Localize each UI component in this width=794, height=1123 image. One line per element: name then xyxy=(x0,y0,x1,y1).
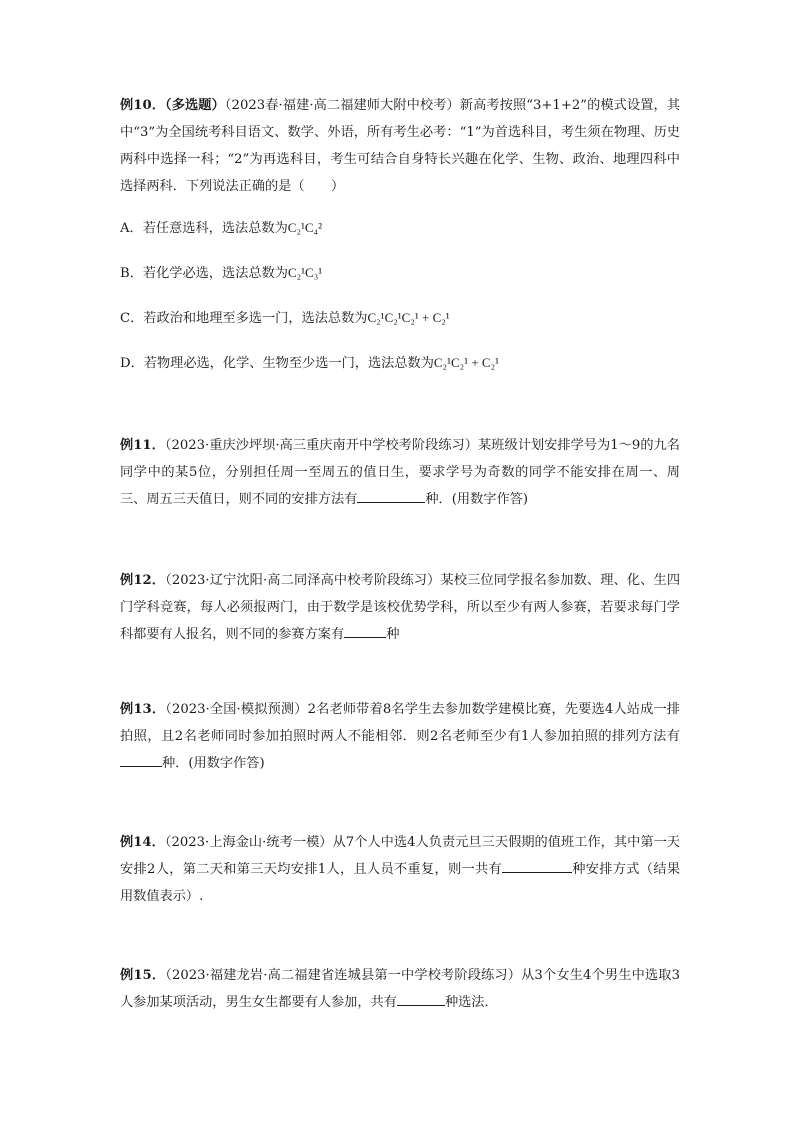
example-10-options xyxy=(120,216,680,376)
option-a-text: 若任意选科，选法总数为 xyxy=(142,221,288,236)
example-11-source: （2023·重庆沙坪坝·高三重庆南开中学校考阶段练习） xyxy=(164,438,479,453)
option-d-text: 若物理必选，化学、生物至少选一门，选法总数为 xyxy=(143,356,434,371)
example-12-text-a: 某校三位同学报名参加数、理、化、生四门学科竞赛，每人必须报两门，由于数学是该校优势学科，所以至少有两人参赛，若要求每门学科都要有人报名，则不同的参赛方案有 xyxy=(120,573,681,642)
example-12 xyxy=(120,567,680,648)
example-13 xyxy=(120,696,680,777)
example-12-label: 例12． xyxy=(120,573,166,588)
example-10-text-line1: 新高考按照“3+1+2”的模式设 xyxy=(459,98,641,113)
example-15-label: 例15． xyxy=(120,968,166,983)
example-15 xyxy=(120,962,680,1016)
example-14-label: 例14． xyxy=(120,835,165,850)
example-10-label: 例10． xyxy=(120,98,166,113)
example-14-source: （2023·上海金山·统考一模） xyxy=(164,835,333,850)
option-c-text: 若政治和地理至多选一门，选法总数为 xyxy=(143,311,368,326)
option-a-formula: C₂¹C₄² xyxy=(287,220,322,235)
example-14-text-a: 从7个人中选4人负责元旦三天假期的值班工作，其中第一天安排2人，第二天和第三天均安排1人，且人员不重复，则一共有 xyxy=(120,835,680,877)
example-15-text-a: 从3个女生4个男生中选取3人参加某项活动，男生女生都要有人参加，共有 xyxy=(120,968,681,1010)
example-13-source: （2023·全国·模拟预测） xyxy=(165,702,308,717)
option-b xyxy=(120,261,680,286)
example-13-text-a: 2名老师带着8名学生去参加数学建模比赛，先要选4人站成一排拍照，且2名老师同时参加拍照时两人不能相邻．则2名老师至少有1人参加拍照的排列方法有 xyxy=(120,702,680,744)
option-c xyxy=(120,306,680,331)
answer-blank[interactable] xyxy=(357,488,425,503)
example-11-label: 例11． xyxy=(120,438,165,453)
example-13-stem xyxy=(120,696,680,777)
example-12-source: （2023·辽宁沈阳·高二同泽高中校考阶段练习） xyxy=(165,573,441,588)
example-15-text-b: 种选法． xyxy=(444,995,498,1010)
example-10-source: （2023春·福建·高二福建师大附中校考） xyxy=(224,98,460,113)
example-10-stem xyxy=(120,92,680,200)
example-13-text-b: 种．(用数字作答) xyxy=(162,756,265,771)
example-14 xyxy=(120,829,680,910)
example-14-stem xyxy=(120,829,680,910)
option-a xyxy=(120,216,680,241)
example-11 xyxy=(120,432,680,513)
example-11-text-a: 某班级计划安排学号为1～9的九名同学中的某5位，分别担任周一至周五的值日生，要求学号为奇数的同学不能安排在周一、周三、周五三天值日，则不同的安排方法有 xyxy=(120,438,680,507)
option-b-formula: C₂¹C₃¹ xyxy=(287,265,323,280)
answer-blank[interactable] xyxy=(397,991,445,1006)
option-d-letter: D． xyxy=(120,356,144,371)
example-12-text-b: 种 xyxy=(386,627,400,642)
example-11-stem xyxy=(120,432,680,513)
answer-blank[interactable] xyxy=(502,858,572,873)
example-12-stem xyxy=(120,567,680,648)
example-15-source: （2023·福建龙岩·高二福建省连城县第一中学校考阶段练习） xyxy=(165,968,522,983)
answer-blank[interactable] xyxy=(344,623,386,638)
example-13-label: 例13． xyxy=(120,702,166,717)
option-b-text: 若化学必选，选法总数为 xyxy=(142,266,288,281)
example-10-text-rest: 置，其中“3”为全国统考科目语文、数学、外语，所有考生必考：“1”为首选科目，考生须在物理、历史两科中选择一科；“2”为再选科目，考生可结合自身特长兴趣在化学、生物、政治、地理四科中选择两科．下列说法正确的是（ ） xyxy=(120,98,681,194)
option-b-letter: B． xyxy=(120,266,143,281)
example-10-tag: （多选题） xyxy=(165,98,225,113)
example-14-text-b: 种安排方式（结果用数值表示）. xyxy=(120,862,681,904)
option-c-letter: C． xyxy=(120,311,144,326)
option-a-letter: A． xyxy=(120,221,143,236)
option-d xyxy=(120,351,680,376)
example-11-text-b: 种．(用数字作答) xyxy=(425,492,528,507)
example-15-stem xyxy=(120,962,680,1016)
answer-blank[interactable] xyxy=(120,752,162,767)
example-10 xyxy=(120,92,680,396)
option-c-formula: C₂¹C₂¹C₂¹ + C₂¹ xyxy=(367,310,450,325)
option-d-formula: C₂¹C₂¹ + C₂¹ xyxy=(433,355,500,370)
